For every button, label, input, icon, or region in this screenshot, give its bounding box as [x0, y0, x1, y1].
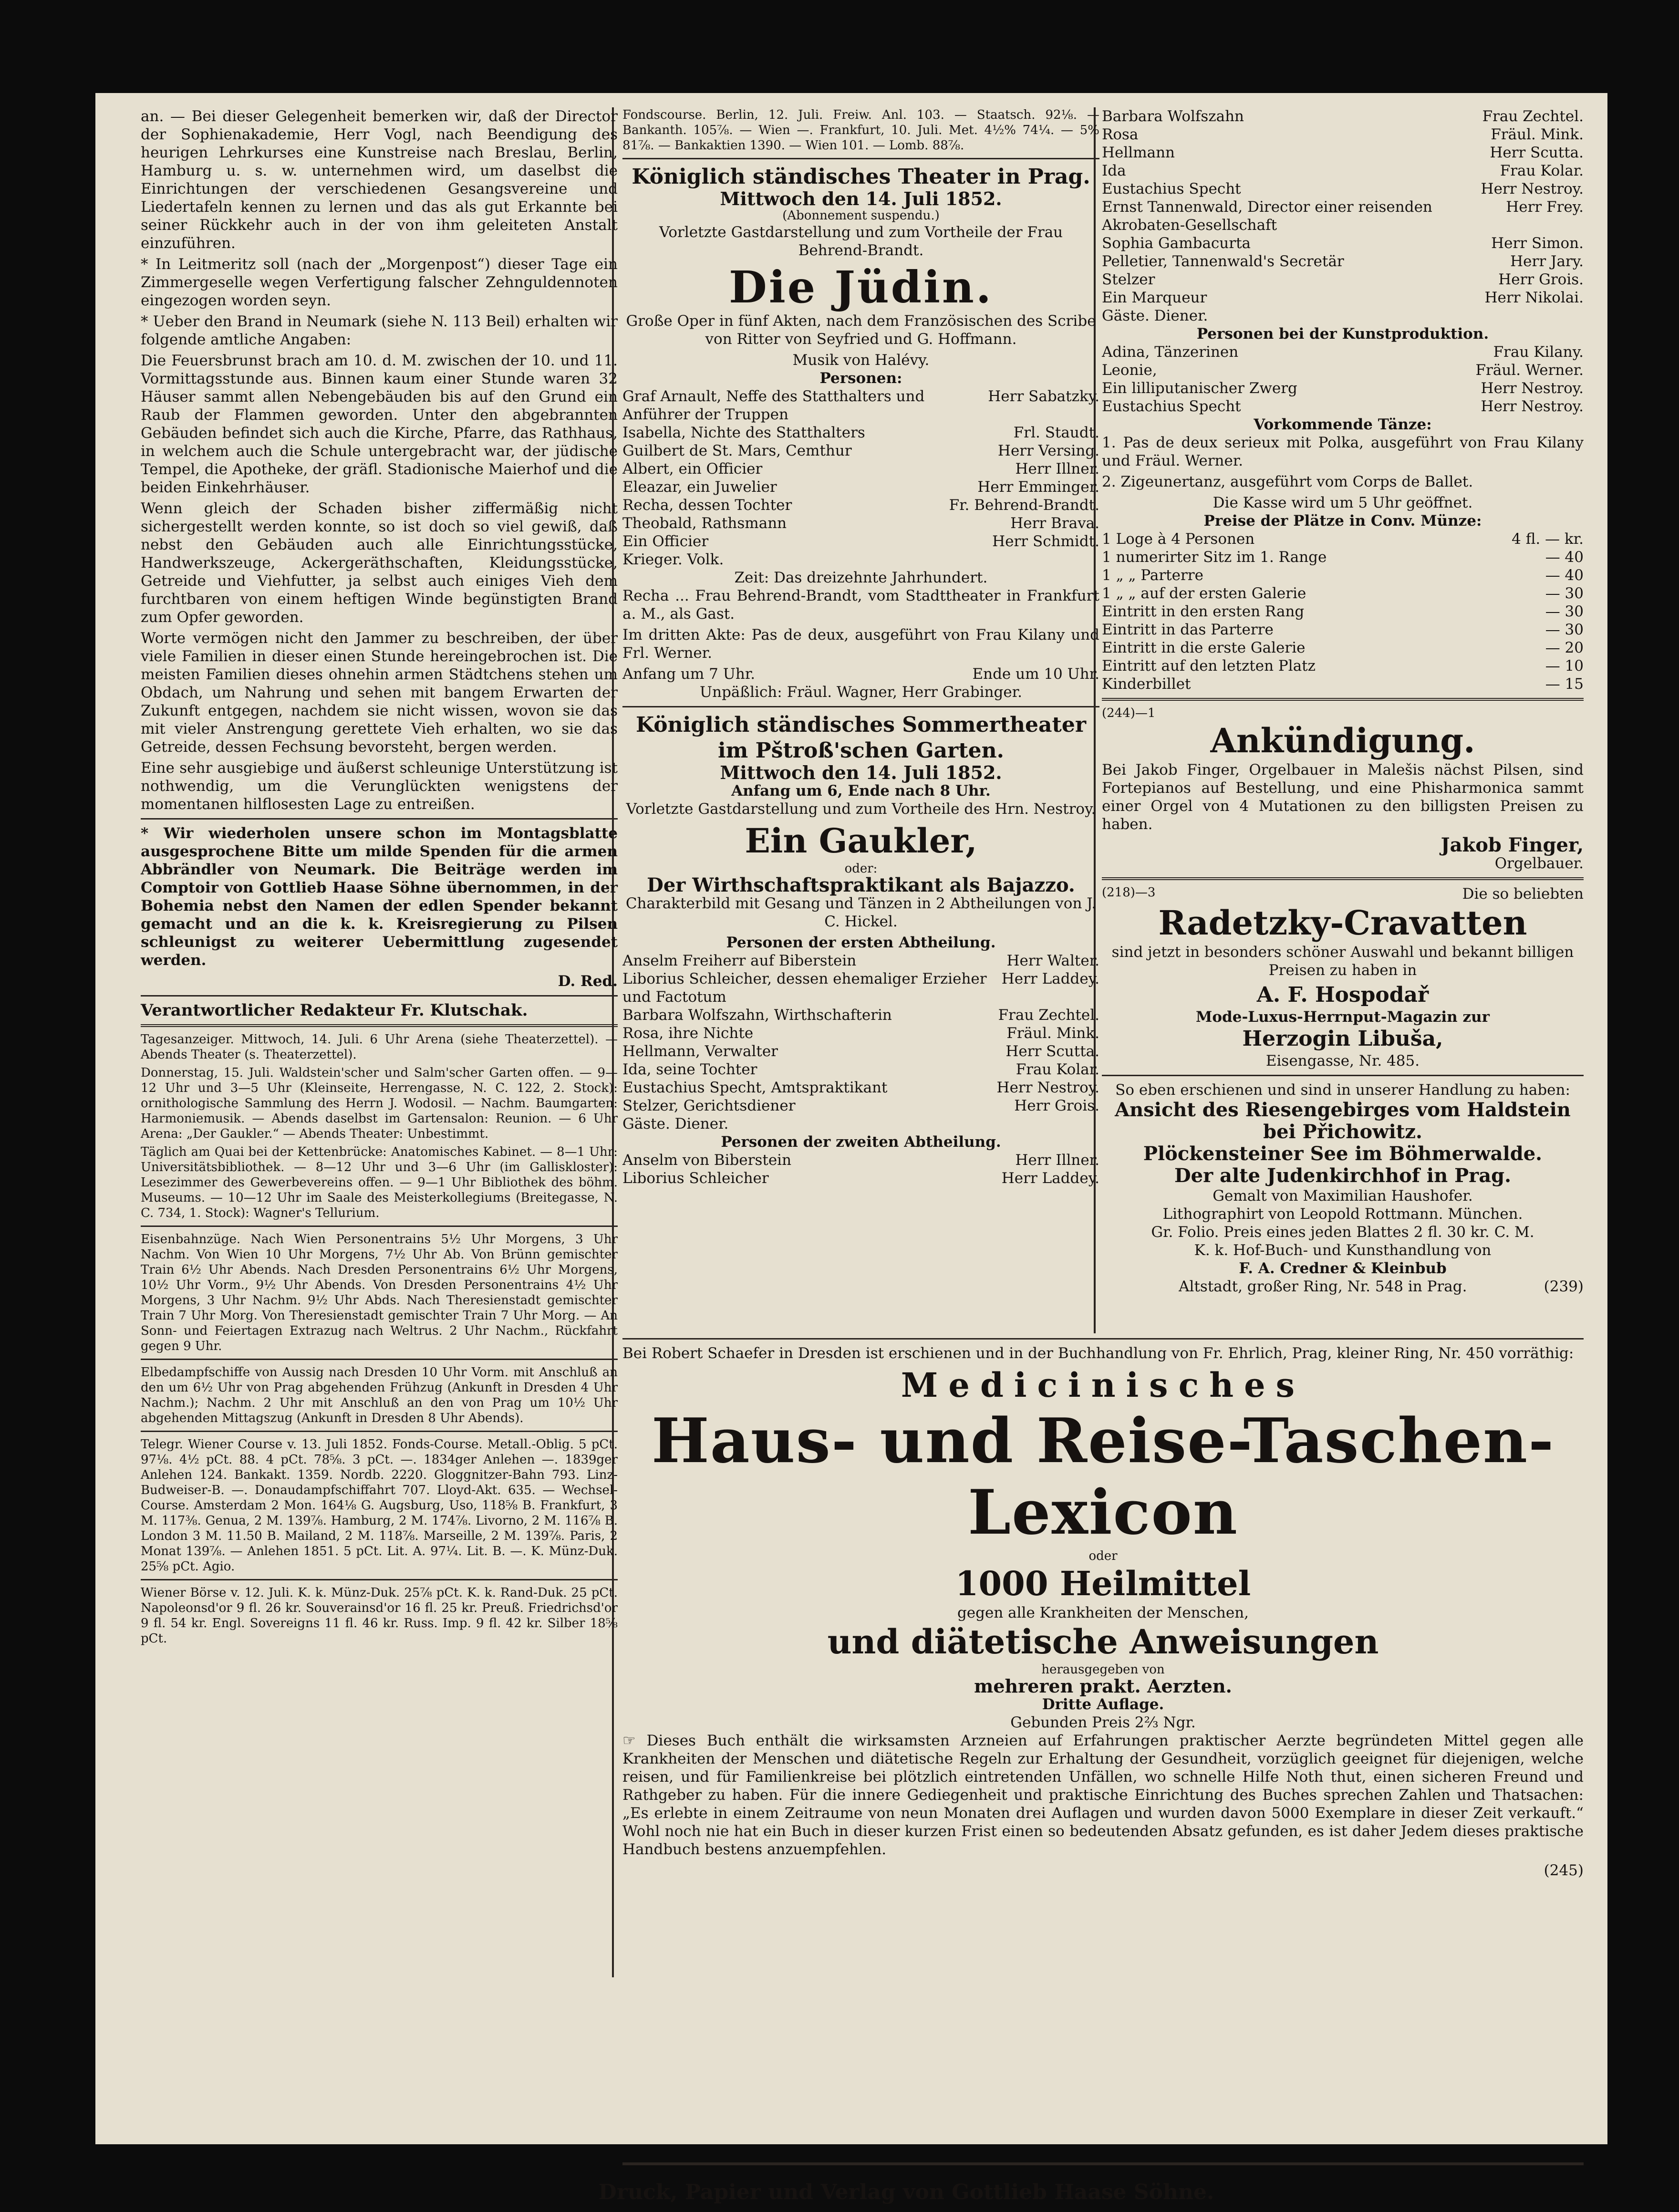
item-label: Eustachius Specht, Amtspraktikant — [622, 1079, 888, 1096]
item-value: Herr Nestroy. — [1481, 398, 1584, 415]
eisenbahn-notice: Eisenbahnzüge. Nach Wien Personentrains 5½ Uhr Morgens, 3 Uhr Nachm. Von Wien 10 Uhr Morgens, 7½ Uhr Ab. Von Brünn gemischter Train 6½ Uhr Abends. Nach Dresden Personentrains 6½ Uhr Morgens, 10½ Uhr Vorm., 9½ Uhr Abends. Von Dresden Personentrains 4½ Uhr Morgens, 3 Uhr Nachm. 9½ Uhr Abds. Nach Theresienstadt gemischter Train 7 Uhr Morg. Von Theresienstadt gemischter Train 7 Uhr Morg. — An Sonn- und Feiertagen Extrazug nach Weltrus. 2 Uhr Nachm., Rückfahrt gegen 9 Uhr. — [141, 1232, 618, 1353]
column-1 — [141, 107, 618, 1649]
item-value: Frau Kolar. — [1016, 1061, 1099, 1078]
divider — [141, 1225, 618, 1227]
item-value: Herr Schmidt. — [992, 533, 1099, 550]
item-label: Eustachius Specht — [1102, 180, 1241, 197]
dance-line: Im dritten Akte: Pas de deux, ausgeführt von Frau Kilany und Frl. Werner. — [622, 626, 1099, 662]
item-label: Barbara Wolfszahn, Wirthschafterin — [622, 1007, 892, 1024]
item-value: Herr Frey. — [1506, 198, 1584, 216]
shop-line: Mode-Luxus-Herrnput-Magazin zur — [1196, 1008, 1490, 1026]
print-title: Ansicht des Riesengebirges vom Haldstein bei Přichowitz. — [1115, 1099, 1571, 1143]
item-label: Eintritt auf den letzten Platz — [1102, 657, 1316, 675]
performance-date: Mittwoch den 14. Juli 1852. — [720, 762, 1002, 783]
price-list — [1102, 530, 1584, 693]
ad-body: ☞ Dieses Buch enthält die wirksamsten Arzneien auf Erfahrungen praktischer Aerzte begründeten Mittel gegen alle Krankheiten der Menschen und diätetische Regeln zur Erhaltung der Gesundheit, vorzüglich geeignet für diejenigen, welche reisen, und für Familienkreise bei plötzlich eintretenden Unfällen, wo schnelle Hilfe Noth thut, einen sicheren Freund und Rathgeber zu haben. Für die innere Gediegenheit und praktische Einrichtung des Buches sprechen Zahlen und Thatsachen: „Es erlebte in einem Zeitraume von neun Monaten drei Auflagen und wurden davon 5000 Exemplare in dieser Zeit verkauft.“ Wohl noch nie hat ein Buch in dieser kurzen Frist einen so bedeutenden Absatz gefunden, es ist daher Jedem dieses praktische Handbuch bestens anzuempfehlen. — [622, 1732, 1584, 1858]
list-item — [1102, 675, 1584, 693]
list-item — [622, 1060, 1099, 1079]
elbedampfschiffe-notice: Elbedampfschiffe von Aussig nach Dresden 10 Uhr Vorm. mit Anschluß an den um 6½ Uhr von Prag abgehenden Frühzug (Ankunft in Dresden 4 Uhr Nachm.); Nachm. 2 Uhr mit Anschluß an den von Prag um 10½ Uhr abgehenden Mittagszug (Ankunft in Dresden 8 Uhr Abends). — [141, 1365, 618, 1425]
item-value: — 40 — [1545, 549, 1584, 566]
list-item — [1102, 180, 1584, 198]
divider — [141, 1024, 618, 1027]
guest-line: Recha ... Frau Behrend-Brandt, vom Stadttheater in Frankfurt a. M., als Gast. — [622, 587, 1099, 623]
price-line: Gr. Folio. Preis eines jeden Blattes 2 fl. 30 kr. C. M. — [1151, 1224, 1534, 1241]
item-value: Herr Simon. — [1491, 235, 1584, 252]
shop-name: Herzogin Libuša, — [1242, 1027, 1443, 1051]
list-item — [622, 514, 1099, 532]
list-item — [622, 424, 1099, 442]
item-value: Herr Scutta. — [1490, 144, 1584, 161]
item-value: Fräul. Mink. — [1006, 1025, 1099, 1042]
taeglich-notice: Täglich am Quai bei der Kettenbrücke: Anatomisches Kabinet. — 8—1 Uhr: Universitätsbibliothek. — 8—12 Uhr und 3—6 Uhr (im Galliskloster): Lesezimmer des Gewerbevereins offen. — 9—1 Uhr Bibliothek des böhm. Museums. — 10—12 Uhr im Saale des Meisterkollegiums (Breitegasse, N. C. 734, 1. Stock): Wagner's Tellurium. — [141, 1145, 618, 1220]
play-title: Die Jüdin. — [729, 261, 993, 313]
divider — [622, 1338, 1584, 1340]
item-value: Herr Nestroy. — [1481, 380, 1584, 397]
divider — [622, 158, 1099, 159]
times-row — [622, 665, 1099, 683]
item-value: Herr Sabatzky. — [988, 388, 1099, 405]
oder-line: oder: — [844, 862, 878, 876]
list-item — [1102, 530, 1584, 548]
benefit-line: Vorletzte Gastdarstellung und zum Vortheile des Hrn. Nestroy. — [626, 800, 1096, 818]
item-label: Recha, dessen Tochter — [622, 497, 792, 514]
item-value: — 30 — [1545, 603, 1584, 620]
item-label: Kinderbillet — [1102, 675, 1191, 693]
tagesanzeiger: Tagesanzeiger. Mittwoch, 14. Juli. 6 Uhr Arena (siehe Theaterzettel). — Abends Theater (s. Theaterzettel). — [141, 1032, 618, 1062]
ad-title-2: 1000 Heilmittel — [955, 1564, 1251, 1603]
item-label: Isabella, Nichte des Statthalters — [622, 424, 865, 441]
item-value: Herr Laddey. — [1001, 970, 1099, 987]
divider — [1102, 698, 1584, 701]
cast-list — [1102, 107, 1584, 325]
divider — [141, 995, 618, 997]
list-item — [1102, 548, 1584, 566]
list-item — [622, 1115, 1099, 1133]
cast-heading: Personen der zweiten Abtheilung. — [721, 1133, 1001, 1151]
list-item — [1102, 162, 1584, 180]
list-item — [1102, 125, 1584, 144]
column-3 — [1102, 107, 1584, 1296]
shop-address: Eisengasse, Nr. 485. — [1265, 1052, 1420, 1070]
ad-subtitle: gegen alle Krankheiten der Menschen, — [957, 1604, 1249, 1621]
book-advertisement — [622, 1333, 1584, 1880]
indisposed-line: Unpäßlich: Fräul. Wagner, Herr Grabinger. — [699, 684, 1023, 701]
article-paragraph: an. — Bei dieser Gelegenheit bemerken wir, daß der Director der Sophienakademie, Herr Vogl, nach Beendigung des heurigen Lehrkurses eine Kunstreise nach Breslau, Berlin, Hamburg u. s. w. unternehmen wird, um daselbst die Einrichtungen der verschiedenen Gesangsvereine und Liedertafeln kennen zu lernen und das als gut Erkannte bei seiner Rückkehr auch in der von ihm geleiteten Anstalt einzuführen. — [141, 108, 618, 252]
item-label: 1 Loge à 4 Personen — [1102, 530, 1255, 548]
composer-line: Musik von Halévy. — [792, 352, 930, 369]
cast-heading: Personen bei der Kunstproduktion. — [1196, 325, 1489, 343]
item-value: Fr. Behrend-Brandt. — [949, 497, 1099, 514]
item-label: Anselm von Biberstein — [622, 1152, 792, 1169]
item-value: Herr Illner. — [1015, 460, 1099, 478]
item-value: Herr Grois. — [1014, 1097, 1099, 1114]
list-item — [622, 496, 1099, 514]
ad-authors: mehreren prakt. Aerzten. — [974, 1675, 1232, 1697]
item-value: Herr Illner. — [1015, 1152, 1099, 1169]
item-label: Ein Marqueur — [1102, 289, 1207, 306]
donnerstag-notice: Donnerstag, 15. Juli. Waldstein'scher und Salm'scher Garten offen. — 9—12 Uhr und 3—5 Uhr (Kleinseite, Herrengasse, N. C. 122, 2. Stock): ornithologische Sammlung des Herrn J. Wodosil. — Nachm. Baumgarten: Harmoniemusik. — Abends daselbst im Gartensalon: Reunion. — 6 Uhr Arena: „Der Gaukler.“ — Abends Theater: Unbestimmt. — [141, 1066, 618, 1141]
bookshop-name: F. A. Credner & Kleinbub — [1239, 1260, 1447, 1277]
play-subtitle: Der Wirthschaftspraktikant als Bajazzo. — [647, 874, 1075, 896]
item-value: — 10 — [1545, 657, 1584, 675]
list-item — [622, 952, 1099, 970]
item-label: Theobald, Rathsmann — [622, 515, 787, 532]
prices-heading: Preise der Plätze in Conv. Münze: — [1203, 512, 1482, 530]
list-item — [622, 1006, 1099, 1024]
item-label: 1 „ „ Parterre — [1102, 567, 1203, 584]
play-description: Charakterbild mit Gesang und Tänzen in 2 Abtheilungen von J. C. Hickel. — [625, 895, 1097, 930]
list-item — [622, 1024, 1099, 1042]
ad-title-main: Haus- und Reise-Taschen-Lexicon — [651, 1405, 1555, 1548]
item-label: Stelzer, Gerichtsdiener — [622, 1097, 796, 1114]
item-label: 1 numerirter Sitz im 1. Range — [1102, 549, 1327, 566]
period-line: Zeit: Das dreizehnte Jahrhundert. — [734, 569, 988, 586]
ad-number: (244)—1 — [1102, 706, 1156, 720]
dance-item: 1. Pas de deux serieux mit Polka, ausgeführt von Frau Kilany und Fräul. Werner. — [1102, 434, 1584, 469]
cast-list — [622, 387, 1099, 569]
list-item — [1102, 379, 1584, 397]
list-item — [1102, 234, 1584, 252]
announcement-signature: Jakob Finger, — [1441, 834, 1584, 856]
cast-heading: Personen der ersten Abtheilung. — [726, 934, 996, 951]
item-value: Fräul. Mink. — [1491, 126, 1584, 143]
item-label: Hellmann, Verwalter — [622, 1043, 778, 1060]
newspaper-page — [95, 93, 1607, 2204]
list-item — [622, 1079, 1099, 1097]
list-item — [622, 387, 1099, 424]
list-item — [622, 1169, 1099, 1187]
list-item — [622, 532, 1099, 550]
list-item — [1102, 289, 1584, 307]
list-item — [622, 460, 1099, 478]
item-value: — 40 — [1545, 567, 1584, 584]
item-value: Herr Jary. — [1510, 253, 1584, 270]
article-paragraph: Die Feuersbrunst brach am 10. d. M. zwischen der 10. und 11. Vormittagsstunde aus. Binnen kaum einer Stunde waren 32 Häuser sammt allen Nebengebäuden bis auf den Grund ein Raub der Flammen geworden. Unter den abgebrannten Gebäuden befindet sich auch die Kirche, Pfarre, das Rathhaus, in welchem auch die Schule untergebracht war, der jüdische Tempel, die Apotheke, der gräfl. Stadionische Maierhof und die beiden Einkehrhäuser. — [141, 352, 618, 496]
item-value: — 30 — [1545, 621, 1584, 638]
item-value: Herr Walter. — [1006, 952, 1099, 969]
print-title: Plöckensteiner See im Böhmerwalde. — [1143, 1142, 1543, 1165]
merchant-name: A. F. Hospodař — [1256, 983, 1429, 1007]
end-time: Ende um 10 Uhr. — [972, 665, 1099, 683]
dances-heading: Vorkommende Tänze: — [1254, 416, 1432, 433]
list-item — [1102, 397, 1584, 415]
item-value: Herr Brava. — [1010, 515, 1099, 532]
ad-number: (245) — [1544, 1862, 1584, 1879]
item-label: Anselm Freiherr auf Biberstein — [622, 952, 857, 969]
list-item — [622, 1042, 1099, 1060]
appeal-paragraph: * Wir wiederholen unsere schon im Montagsblatte ausgesprochene Bitte um milde Spenden für die armen Abbrändler von Neumark. Die Beiträge werden im Comptoir von Gottlieb Haase Söhne übernommen, in der Bohemia nebst den Namen der edlen Spender bekannt gemacht und an die k. k. Kreisregierung zu Pilsen schleunigst zu weiterer Uebermittlung zugesendet werden. — [141, 825, 618, 969]
item-value: — 15 — [1545, 675, 1584, 693]
item-value: Herr Scutta. — [1005, 1043, 1099, 1060]
item-label: Ein lilliputanischer Zwerg — [1102, 380, 1297, 397]
divider — [141, 1431, 618, 1432]
start-end-line: Anfang um 6, Ende nach 8 Uhr. — [731, 782, 991, 800]
item-label: Krieger. Volk. — [622, 551, 724, 568]
item-label: Albert, ein Officier — [622, 460, 763, 478]
ad-number: (239) — [1544, 1278, 1584, 1295]
item-label: Rosa — [1102, 126, 1139, 143]
item-value: Fräul. Werner. — [1475, 362, 1584, 379]
signature: D. Red. — [558, 973, 618, 990]
list-item — [622, 550, 1099, 569]
item-label: Graf Arnault, Neffe des Statthalters und Anführer der Truppen — [622, 388, 925, 423]
item-value: Frau Zechtel. — [1482, 108, 1584, 125]
item-label: Ida, seine Tochter — [622, 1061, 757, 1078]
item-value: Herr Nikolai. — [1484, 289, 1584, 306]
bookshop-address: Altstadt, großer Ring, Nr. 548 in Prag. — [1179, 1278, 1467, 1295]
list-item — [1102, 198, 1584, 234]
list-item — [622, 1151, 1099, 1169]
item-label: Ein Officier — [622, 533, 709, 550]
cast-list — [622, 952, 1099, 1133]
item-label: Hellmann — [1102, 144, 1175, 161]
ad-price: Gebunden Preis 2⅔ Ngr. — [1010, 1714, 1196, 1731]
item-label: Eintritt in die erste Galerie — [1102, 639, 1306, 656]
wiener-course: Telegr. Wiener Course v. 13. Juli 1852. Fonds-Course. Metall.-Oblig. 5 pCt. 97⅛. 4½ pCt. 88. 4 pCt. 78⅝. 3 pCt. —. 1834ger Anlehen —. 1839ger Anlehen 124. Bankakt. 1359. Nordb. 2220. Gloggnitzer-Bahn 793. Linz-Budweiser-B. —. Donaudampfschiffahrt 707. Lloyd-Akt. 635. — Wechsel-Course. Amsterdam 2 Mon. 164⅛ G. Augsburg, Uso, 118⅝ B. Frankfurt, 3 M. 117⅜. Genua, 2 M. 139⅞. Hamburg, 2 M. 174⅞. Livorno, 2 M. 116⅞ B. London 3 M. 11.50 B. Mailand, 2 M. 118⅞. Marseille, 2 M. 139⅞. Paris, 2 Monat 139⅞. — Anlehen 1851. 5 pCt. Lit. A. 97¼. Lit. B. —. K. Münz-Duk. 25⅝ pCt. Agio. — [141, 1437, 618, 1574]
item-value: Frau Zechtel. — [998, 1007, 1099, 1024]
list-item — [1102, 657, 1584, 675]
ad-header-row — [1102, 885, 1584, 903]
item-label: Ida — [1102, 162, 1126, 179]
wiener-boerse: Wiener Börse v. 12. Juli. K. k. Münz-Duk. 25⅞ pCt. K. k. Rand-Duk. 25 pCt. Napoleonsd'or 9 fl. 26 kr. Souverainsd'or 16 fl. 25 kr. Preuß. Friedrichsd'or 9 fl. 54 kr. Engl. Sovereigns 11 fl. 46 kr. Russ. Imp. 9 fl. 42 kr. Silber 18⅝ pCt. — [141, 1586, 618, 1646]
announcement-text: Bei Jakob Finger, Orgelbauer in Malešis nächst Pilsen, sind Fortepianos auf Bestellung, und eine Phisharmonica sammt einer Orgel von 4 Mutationen zu den billigsten Preisen zu haben. — [1102, 761, 1584, 833]
theater-heading: Königlich ständisches Theater in Prag. — [632, 165, 1090, 189]
list-item — [622, 478, 1099, 496]
dance-item: 2. Zigeunertanz, ausgeführt vom Corps de Ballet. — [1102, 473, 1473, 490]
bottom-rule — [622, 2162, 1584, 2165]
announcement-trade: Orgelbauer. — [1494, 855, 1584, 872]
ad-title-3: und diätetische Anweisungen — [827, 1622, 1379, 1662]
cast-heading: Personen: — [819, 370, 902, 387]
divider — [141, 818, 618, 820]
ad-intro: Die so beliebten — [1462, 885, 1584, 903]
item-label: 1 „ „ auf der ersten Galerie — [1102, 585, 1306, 602]
list-item — [1102, 307, 1584, 325]
item-value: 4 fl. — kr. — [1512, 530, 1584, 548]
item-label: Liborius Schleicher — [622, 1170, 769, 1187]
article-paragraph: * Ueber den Brand in Neumark (siehe N. 113 Beil) erhalten wir folgende amtliche Angaben: — [141, 313, 618, 348]
benefit-line: Vorletzte Gastdarstellung und zum Vortheile der Frau Behrend-Brandt. — [659, 224, 1063, 259]
item-label: Rosa, ihre Nichte — [622, 1025, 754, 1042]
item-label: Pelletier, Tannenwald's Secretär — [1102, 253, 1344, 270]
editor-intro: herausgegeben von — [1041, 1662, 1165, 1677]
ad-intro: Bei Robert Schaefer in Dresden ist erschienen und in der Buchhandlung von Fr. Ehrlich, Prag, kleiner Ring, Nr. 450 vorräthig: — [622, 1345, 1574, 1362]
item-value: Herr Nestroy. — [1481, 180, 1584, 197]
start-time: Anfang um 7 Uhr. — [622, 665, 756, 683]
item-value: Frau Kilany. — [1493, 343, 1584, 361]
divider — [1102, 1075, 1584, 1076]
theater-heading: Königlich ständisches Sommertheater im Pštroß'schen Garten. — [635, 713, 1087, 763]
item-value: Frau Kolar. — [1500, 162, 1584, 179]
ad-edition: Dritte Auflage. — [1042, 1696, 1164, 1713]
item-label: Adina, Tänzerinen — [1102, 343, 1239, 361]
list-item — [1102, 602, 1584, 621]
list-item — [1102, 361, 1584, 379]
item-label: Gäste. Diener. — [1102, 307, 1208, 324]
ad-number: (218)—3 — [1102, 885, 1156, 900]
item-value: Herr Nestroy. — [996, 1079, 1099, 1096]
list-item — [622, 970, 1099, 1006]
play-title: Ein Gaukler, — [745, 821, 977, 861]
list-item — [1102, 270, 1584, 289]
imprint: Druck, Papier und Verlag von Gottlieb Haase Söhne. — [598, 2180, 1214, 2204]
box-office-line: Die Kasse wird um 5 Uhr geöffnet. — [1213, 494, 1473, 511]
item-label: Barbara Wolfszahn — [1102, 108, 1244, 125]
item-value: Frl. Staudt. — [1013, 424, 1099, 441]
list-item — [1102, 107, 1584, 125]
announcement-title: Ankündigung. — [1210, 721, 1475, 760]
item-value: Herr Emminger. — [977, 478, 1099, 496]
item-label: Ernst Tannenwald, Director einer reisenden Akrobaten-Gesellschaft — [1102, 198, 1432, 234]
fondscourse: Fondscourse. Berlin, 12. Juli. Freiw. Anl. 103. — Staatsch. 92⅛. — Bankanth. 105⅞. — Wien —. Frankfurt, 10. Juli. Met. 4½% 74¼. — 5% 81⅞. — Bankaktien 1390. — Wien 101. — Lomb. 88⅞. — [622, 108, 1099, 153]
item-label: Eintritt in den ersten Rang — [1102, 603, 1305, 620]
item-label: Eleazar, ein Juwelier — [622, 478, 777, 496]
list-item — [1102, 584, 1584, 602]
list-item — [622, 1097, 1099, 1115]
abonnement-note: (Abonnement suspendu.) — [782, 208, 940, 223]
editor-line: Verantwortlicher Redakteur Fr. Klutschak. — [141, 1001, 528, 1020]
divider — [141, 1579, 618, 1580]
bookshop-line: K. k. Hof-Buch- und Kunsthandlung von — [1194, 1242, 1492, 1259]
performance-date: Mittwoch den 14. Juli 1852. — [720, 188, 1002, 209]
item-value: Herr Laddey. — [1001, 1170, 1099, 1187]
divider — [1102, 877, 1584, 880]
divider — [141, 1359, 618, 1360]
list-item — [1102, 566, 1584, 584]
item-label: Eintritt in das Parterre — [1102, 621, 1274, 638]
item-value: — 20 — [1545, 639, 1584, 656]
item-label: Gäste. Diener. — [622, 1115, 729, 1132]
list-item — [1102, 343, 1584, 361]
lithographer-line: Lithographirt von Leopold Rottmann. München. — [1162, 1205, 1523, 1223]
opera-description: Große Oper in fünf Akten, nach dem Französischen des Scribe von Ritter von Seyfried und G. Hoffmann. — [626, 312, 1096, 348]
article-paragraph: Eine sehr ausgiebige und äußerst schleunige Unterstützung ist nothwendig, um die Verunglückten wenigstens der momentanen hilflosesten Lage zu entreißen. — [141, 759, 618, 813]
divider — [622, 706, 1099, 707]
cravatten-title: Radetzky-Cravatten — [1158, 903, 1527, 943]
cast-list — [1102, 343, 1584, 415]
print-title: Der alte Judenkirchhof in Prag. — [1174, 1164, 1512, 1187]
item-label: Leonie, — [1102, 362, 1157, 379]
article-paragraph: Wenn gleich der Schaden bisher ziffermäßig nicht sichergestellt werden konnte, so ist doch so viel gewiß, daß nebst den Gebäuden auch alle Einrichtungsstücke, Handwerkszeuge, Ackergeräthschaften, Kleidungsstücke, Getreide und Viehfutter, ja selbst auch einiges Vieh dem furchtbaren von einem heftigen Winde begünstigten Brand zum Opfer geworden. — [141, 500, 618, 626]
list-item — [1102, 252, 1584, 270]
item-label: Eustachius Specht — [1102, 398, 1241, 415]
cast-list — [622, 1151, 1099, 1187]
list-item — [1102, 639, 1584, 657]
oder-line: oder — [1088, 1549, 1118, 1563]
cravatten-text: sind jetzt in besonders schöner Auswahl und bekannt billigen Preisen zu haben in — [1111, 944, 1574, 979]
ad-title-1: Medicinisches — [901, 1365, 1306, 1405]
list-item — [622, 442, 1099, 460]
painter-line: Gemalt von Maximilian Haushofer. — [1213, 1187, 1473, 1205]
item-label: Liborius Schleicher, dessen ehemaliger Erzieher und Factotum — [622, 970, 987, 1006]
item-value: Herr Grois. — [1498, 271, 1584, 288]
item-value: — 30 — [1545, 585, 1584, 602]
column-2 — [622, 107, 1099, 1187]
new-release-line: So eben erschienen und sind in unserer Handlung zu haben: — [1115, 1081, 1570, 1099]
list-item — [1102, 144, 1584, 162]
list-item — [1102, 621, 1584, 639]
item-label: Stelzer — [1102, 271, 1155, 288]
item-label: Guilbert de St. Mars, Cemthur — [622, 442, 852, 459]
article-paragraph: * In Leitmeritz soll (nach der „Morgenpost“) dieser Tage ein Zimmergeselle wegen Verfertigung falscher Zehnguldennoten eingezogen worden seyn. — [141, 256, 618, 309]
item-value: Herr Versing. — [997, 442, 1099, 459]
item-label: Sophia Gambacurta — [1102, 235, 1251, 252]
bookshop-address-row — [1102, 1277, 1584, 1296]
article-paragraph: Worte vermögen nicht den Jammer zu beschreiben, der über viele Familien in dieser einen Stunde hereingebrochen ist. Die meisten Familien dieses ohnehin armen Städtchens stehen um Obdach, um Nahrung und sehen mit bangem Erwarten der Zukunft entgegen, nachdem sie nicht wissen, wovon sie das mit vieler Anstrengung gerettete Vieh erhalten, wo sie das Getreide, dessen Fechsung bevorsteht, bergen werden. — [141, 630, 618, 756]
